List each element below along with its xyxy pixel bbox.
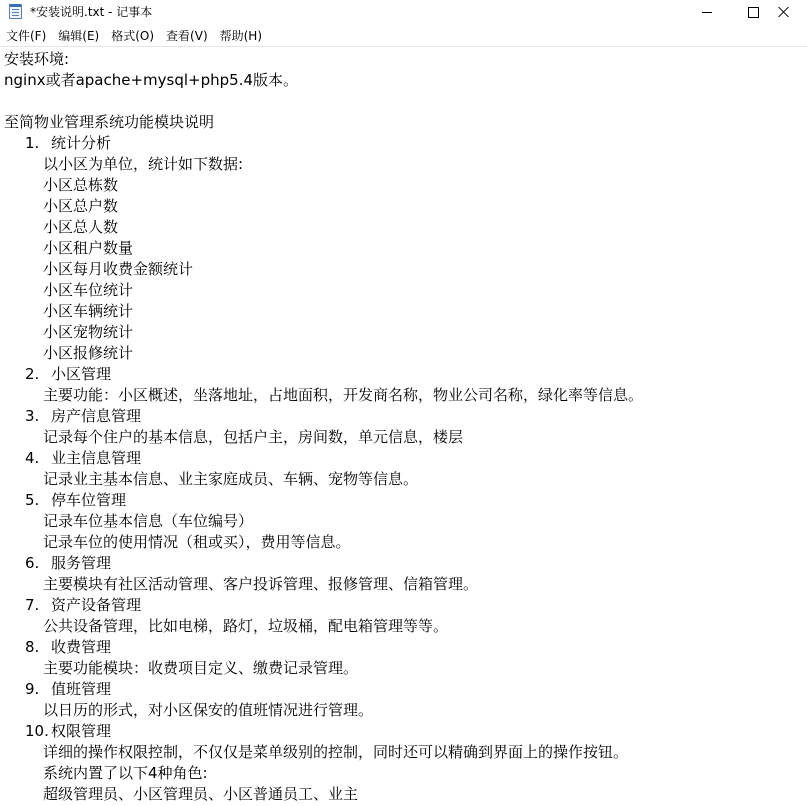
line-text: 小区车位统计 (43, 281, 134, 299)
line-text: 收费管理 (51, 638, 112, 656)
list-number: 3. (25, 407, 40, 425)
line-text: 小区总栋数 (43, 176, 119, 194)
maximize-icon (748, 7, 759, 18)
text-line (4, 133, 643, 154)
window-title: *安装说明.txt - 记事本 (30, 5, 153, 19)
list-number: 7. (25, 596, 40, 614)
menu-format[interactable]: 格式(O) (111, 28, 155, 43)
menu-edit[interactable]: 编辑(E) (58, 28, 100, 43)
line-text: 超级管理员、小区管理员、小区普通员工、业主 (43, 785, 359, 803)
close-icon (778, 6, 790, 18)
text-line (4, 784, 643, 805)
text-line (4, 532, 643, 553)
list-number: 10. (25, 722, 49, 740)
line-text: 以小区为单位，统计如下数据: (43, 155, 244, 173)
text-line (4, 763, 643, 784)
line-text: 系统内置了以下4种角色: (43, 764, 208, 782)
text-line (4, 679, 643, 700)
line-text: 主要模块有社区活动管理、客户投诉管理、报修管理、信箱管理。 (43, 575, 479, 593)
text-editor[interactable] (0, 47, 807, 806)
text-line (4, 91, 643, 112)
text-line (4, 49, 643, 70)
close-button[interactable] (761, 0, 807, 24)
list-number: 2. (25, 365, 40, 383)
text-line (4, 511, 643, 532)
line-text: 小区每月收费金额统计 (43, 260, 194, 278)
text-line (4, 217, 643, 238)
text-line (4, 595, 643, 616)
text-line (4, 616, 643, 637)
text-line (4, 553, 643, 574)
text-line (4, 301, 643, 322)
line-text: 记录业主基本信息、业主家庭成员、车辆、宠物等信息。 (43, 470, 419, 488)
line-text: 小区总人数 (43, 218, 119, 236)
line-text: 公共设备管理，比如电梯，路灯，垃圾桶，配电箱管理等等。 (43, 617, 449, 635)
text-line (4, 238, 643, 259)
line-text: 记录车位基本信息（车位编号） (43, 512, 254, 530)
text-line (4, 406, 643, 427)
text-line (4, 322, 643, 343)
text-line (4, 742, 643, 763)
text-line (4, 658, 643, 679)
line-text: nginx或者apache+mysql+php5.4版本。 (4, 71, 299, 89)
line-text: 业主信息管理 (51, 449, 142, 467)
list-number: 4. (25, 449, 40, 467)
text-line (4, 175, 643, 196)
text-line (4, 112, 643, 133)
text-line (4, 154, 643, 175)
menu-bar (0, 25, 807, 47)
text-line (4, 385, 643, 406)
text-line (4, 364, 643, 385)
line-text: 安装环境: (4, 50, 70, 68)
line-text: 小区车辆统计 (43, 302, 134, 320)
text-line (4, 721, 643, 742)
line-text: 资产设备管理 (51, 596, 142, 614)
menu-file[interactable]: 文件(F) (6, 28, 47, 43)
line-text: 权限管理 (51, 722, 112, 740)
list-number: 8. (25, 638, 40, 656)
text-line (4, 343, 643, 364)
document-text[interactable] (4, 49, 643, 805)
minimize-icon (702, 12, 712, 13)
list-number: 9. (25, 680, 40, 698)
line-text: 值班管理 (51, 680, 112, 698)
line-text: 至简物业管理系统功能模块说明 (4, 113, 215, 131)
text-line (4, 70, 643, 91)
text-line (4, 196, 643, 217)
text-line (4, 448, 643, 469)
line-text: 以日历的形式，对小区保安的值班情况进行管理。 (43, 701, 374, 719)
line-text: 主要功能模块：收费项目定义、缴费记录管理。 (43, 659, 359, 677)
line-text: 记录每个住户的基本信息，包括户主，房间数，单元信息，楼层 (43, 428, 464, 446)
line-text: 记录车位的使用情况（租或买），费用等信息。 (43, 533, 351, 551)
line-text: 小区宠物统计 (43, 323, 134, 341)
text-line (4, 637, 643, 658)
menu-help[interactable]: 帮助(H) (219, 28, 263, 43)
line-text: 小区报修统计 (43, 344, 134, 362)
notepad-icon (9, 4, 22, 19)
text-line (4, 427, 643, 448)
line-text: 主要功能：小区概述，坐落地址，占地面积，开发商名称，物业公司名称，绿化率等信息。 (43, 386, 644, 404)
text-line (4, 700, 643, 721)
list-number: 1. (25, 134, 40, 152)
line-text: 小区管理 (51, 365, 112, 383)
line-text: 服务管理 (51, 554, 112, 572)
line-text: 小区租户数量 (43, 239, 134, 257)
line-text: 详细的操作权限控制，不仅仅是菜单级别的控制，同时还可以精确到界面上的操作按钮。 (43, 743, 629, 761)
text-line (4, 574, 643, 595)
text-line (4, 469, 643, 490)
line-text: 小区总户数 (43, 197, 119, 215)
title-bar[interactable] (0, 0, 807, 24)
minimize-button[interactable] (684, 0, 730, 24)
line-text: 停车位管理 (51, 491, 127, 509)
menu-view[interactable]: 查看(V) (166, 28, 208, 43)
text-line (4, 280, 643, 301)
line-text: 房产信息管理 (51, 407, 142, 425)
list-number: 5. (25, 491, 40, 509)
text-line (4, 490, 643, 511)
list-number: 6. (25, 554, 40, 572)
text-line (4, 259, 643, 280)
line-text: 统计分析 (51, 134, 112, 152)
